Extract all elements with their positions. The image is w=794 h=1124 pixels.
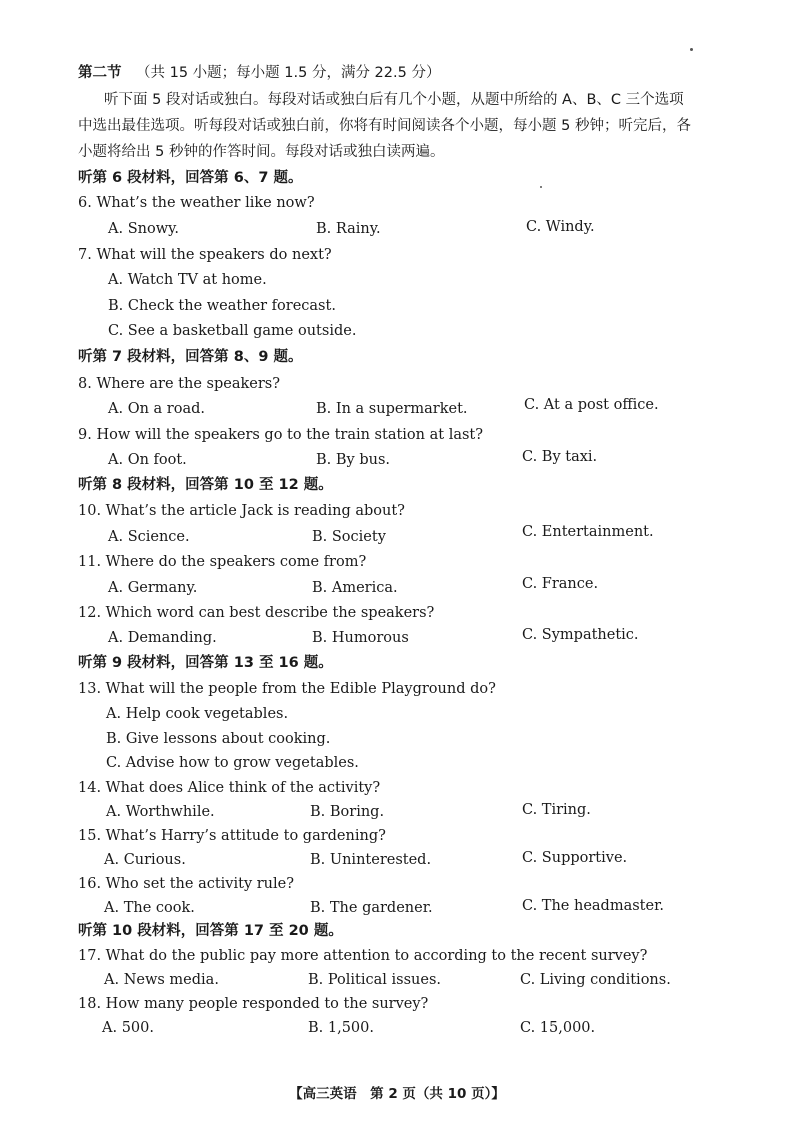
scan-speck	[690, 48, 693, 51]
option-a: A. The cook.	[104, 900, 195, 916]
question-stem: 10. What’s the article Jack is reading about?	[78, 503, 405, 519]
section-scoring: （共 15 小题；每小题 1.5 分，满分 22.5 分）	[136, 65, 441, 81]
group-header: 听第 8 段材料，回答第 10 至 12 题。	[78, 477, 333, 493]
option-c: C. Advise how to grow vegetables.	[106, 755, 359, 771]
instruction-line-3: 小题将给出 5 秒钟的作答时间。每段对话或独白读两遍。	[78, 144, 445, 160]
question-stem: 8. Where are the speakers?	[78, 376, 280, 392]
option-b: B. Rainy.	[316, 221, 381, 237]
option-b: B. In a supermarket.	[316, 401, 468, 417]
option-b: B. Humorous	[312, 630, 409, 646]
scan-speck	[540, 186, 542, 188]
question-stem: 16. Who set the activity rule?	[78, 876, 295, 892]
option-a: A. Snowy.	[108, 221, 179, 237]
question-stem: 11. Where do the speakers come from?	[78, 554, 367, 570]
option-a: A. Germany.	[108, 580, 198, 596]
option-a: A. 500.	[102, 1020, 154, 1036]
option-b: B. The gardener.	[310, 900, 433, 916]
option-c: C. Sympathetic.	[522, 627, 639, 643]
option-b: B. Check the weather forecast.	[108, 298, 336, 314]
question-stem: 7. What will the speakers do next?	[78, 247, 332, 263]
option-c: C. See a basketball game outside.	[108, 323, 357, 339]
option-b: B. By bus.	[316, 452, 391, 468]
option-b: B. Political issues.	[308, 972, 442, 988]
option-a: A. News media.	[104, 972, 219, 988]
option-c: C. France.	[522, 576, 599, 592]
page-footer: 【高三英语 第 2 页（共 10 页）】	[289, 1086, 505, 1102]
question-stem: 15. What’s Harry’s attitude to gardening?	[78, 828, 386, 844]
option-a: A. Watch TV at home.	[108, 272, 267, 288]
question-stem: 18. How many people responded to the survey?	[78, 996, 429, 1012]
section-title: 第二节	[78, 65, 122, 81]
question-stem: 17. What do the public pay more attention to according to the recent survey?	[78, 948, 648, 964]
option-a: A. Help cook vegetables.	[106, 706, 289, 722]
instruction-line-1: 听下面 5 段对话或独白。每段对话或独白后有几个小题，从题中所给的 A、B、C 三个选项	[104, 92, 684, 108]
question-stem: 12. Which word can best describe the speakers?	[78, 605, 435, 621]
option-c: C. Windy.	[526, 219, 595, 235]
question-stem: 13. What will the people from the Edible Playground do?	[78, 681, 496, 697]
option-a: A. Curious.	[104, 852, 186, 868]
option-b: B. Society	[312, 529, 386, 545]
option-c: C. Supportive.	[522, 850, 628, 866]
option-a: A. On foot.	[108, 452, 187, 468]
option-b: B. America.	[312, 580, 398, 596]
option-b: B. 1,500.	[308, 1020, 374, 1036]
group-header: 听第 7 段材料，回答第 8、9 题。	[78, 349, 303, 365]
option-a: A. Demanding.	[108, 630, 217, 646]
option-c: C. Entertainment.	[522, 524, 654, 540]
option-a: A. Science.	[108, 529, 190, 545]
instruction-line-2: 中选出最佳选项。听每段对话或独白前，你将有时间阅读各个小题，每小题 5 秒钟；听完后，各	[78, 118, 691, 134]
option-a: A. Worthwhile.	[106, 804, 215, 820]
option-c: C. By taxi.	[522, 449, 598, 465]
option-b: B. Boring.	[310, 804, 385, 820]
question-stem: 14. What does Alice think of the activity?	[78, 780, 381, 796]
option-b: B. Give lessons about cooking.	[106, 731, 331, 747]
option-a: A. On a road.	[108, 401, 205, 417]
question-stem: 6. What’s the weather like now?	[78, 195, 315, 211]
group-header: 听第 6 段材料，回答第 6、7 题。	[78, 170, 303, 186]
option-c: C. At a post office.	[524, 397, 659, 413]
option-b: B. Uninterested.	[310, 852, 432, 868]
option-c: C. Tiring.	[522, 802, 591, 818]
group-header: 听第 9 段材料，回答第 13 至 16 题。	[78, 655, 333, 671]
option-c: C. The headmaster.	[522, 898, 665, 914]
option-c: C. 15,000.	[520, 1020, 596, 1036]
group-header: 听第 10 段材料，回答第 17 至 20 题。	[78, 923, 343, 939]
question-stem: 9. How will the speakers go to the train station at last?	[78, 427, 484, 443]
option-c: C. Living conditions.	[520, 972, 671, 988]
